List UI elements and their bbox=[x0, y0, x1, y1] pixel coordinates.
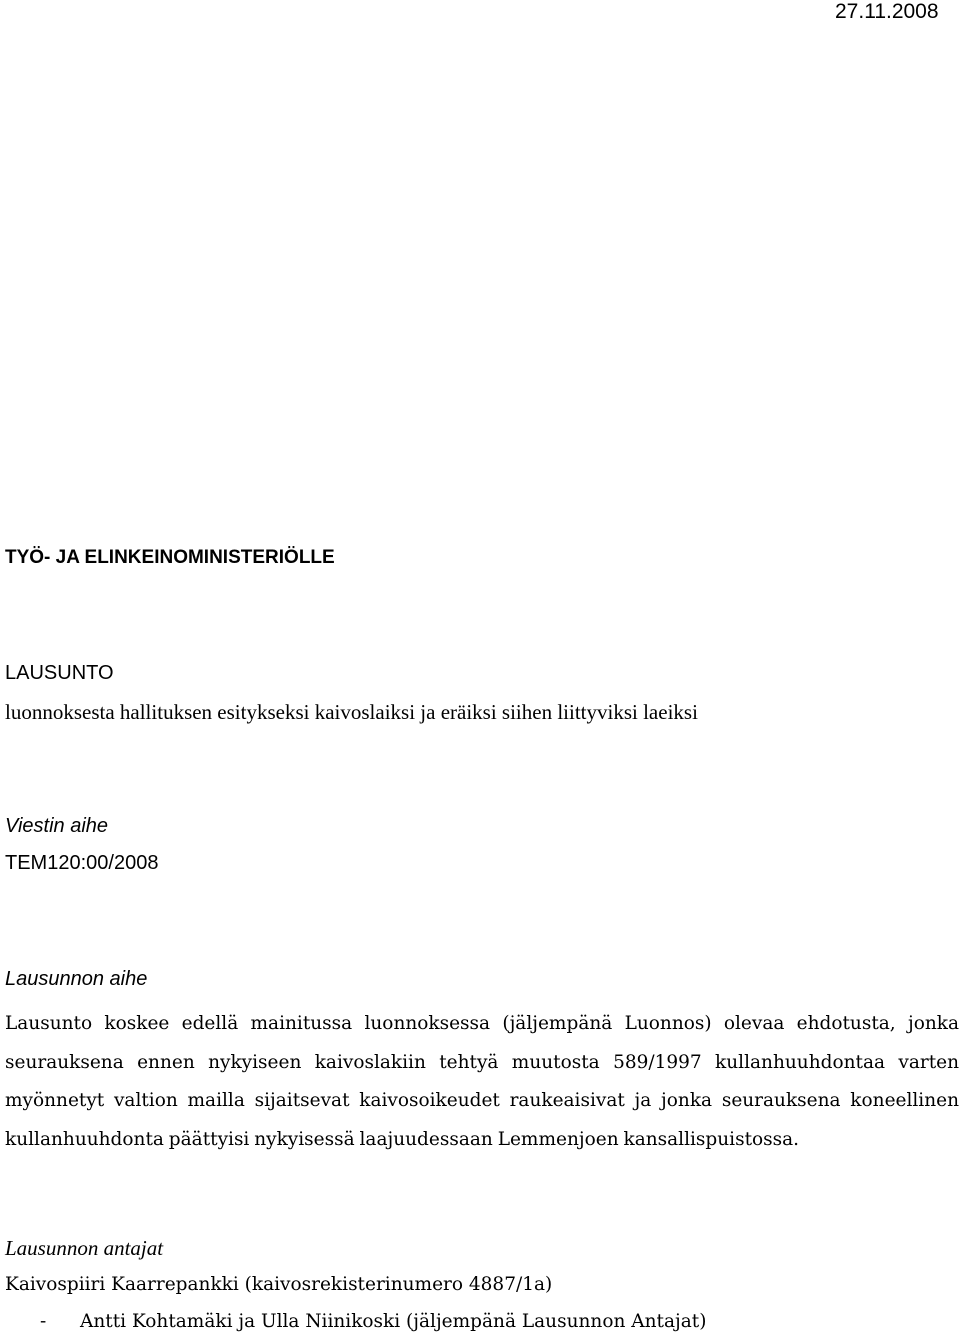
statement-subject-text: Lausunto koskee edellä mainitussa luonnoksessa (jäljempänä Luonnos) olevaa ehdotusta, jonka seurauksena ennen nykyiseen kaivoslakiin tehtyä muutosta 589/1997 kullanhuuhdontaa varten myönnetyt valtion mailla sijaitsevat kaivosoikeudet raukeaisivat ja jonka seurauksena koneellinen kullanhuuhdonta päättyisi nykyisessä laajuudessaan Lemmenjoen kansallispuistossa. bbox=[5, 1013, 959, 1150]
document-type: LAUSUNTO bbox=[5, 662, 114, 684]
message-subject-value: TEM120:00/2008 bbox=[5, 852, 159, 874]
list-dash: - bbox=[40, 1311, 47, 1332]
statement-giver: Kaivospiiri Kaarrepankki (kaivosrekisterinumero 4887/1a) bbox=[5, 1274, 553, 1295]
statement-subject-label: Lausunnon aihe bbox=[5, 968, 148, 990]
recipient-heading: TYÖ- JA ELINKEINOMINISTERIÖLLE bbox=[5, 547, 335, 568]
statement-givers-label: Lausunnon antajat bbox=[5, 1236, 164, 1260]
statement-persons-line bbox=[40, 1311, 706, 1332]
document-subject: luonnoksesta hallituksen esitykseksi kaivoslaiksi ja eräiksi siihen liittyviksi laeiksi bbox=[5, 700, 698, 724]
document-date: 27.11.2008 bbox=[835, 0, 939, 23]
message-subject-label: Viestin aihe bbox=[5, 815, 109, 837]
statement-persons: Antti Kohtamäki ja Ulla Niinikoski (jäljempänä Lausunnon Antajat) bbox=[80, 1311, 707, 1332]
